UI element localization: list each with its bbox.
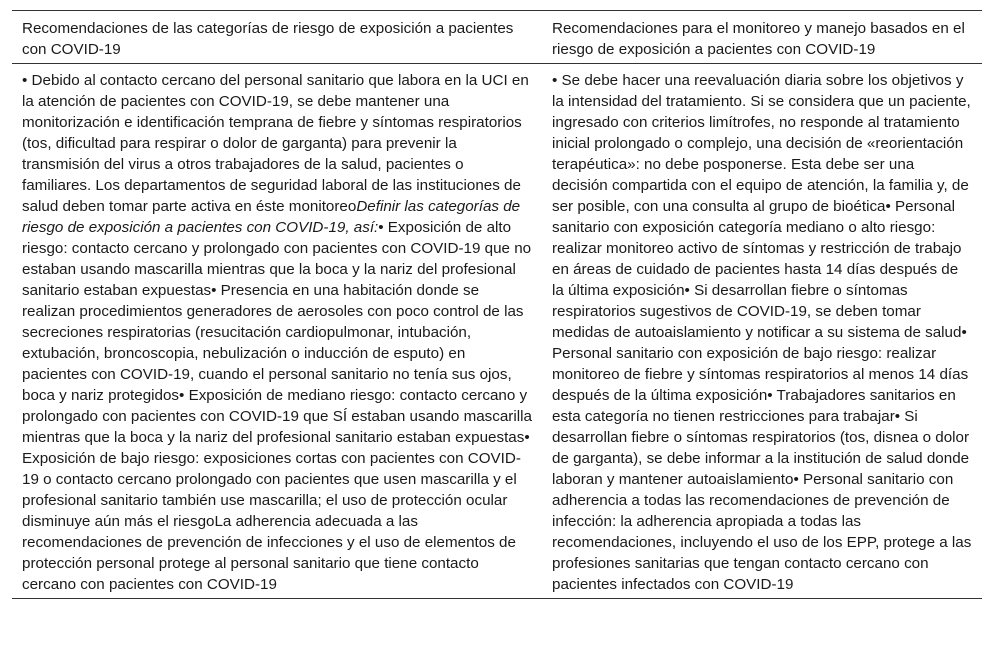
header-monitoring-management: Recomendaciones para el monitoreo y manejo basados en el riesgo de exposición a pacientes con COVID-19 <box>542 11 982 64</box>
risk-levels-text: • Exposición de alto riesgo: contacto cercano y prolongado con pacientes con COVID-19 que no estaban usando mascarilla mientras que la boca y la nariz del profesional sanitario estaban expuestas• Presencia en una habitación donde se realizan procedimientos generadores de aerosoles con poco control de las secreciones respiratorias (resucitación cardiopulmonar, intubación, extubación, broncoscopia, nebulización o inducción de esputo) en pacientes con COVID-19, cuando el personal sanitario no tenía sus ojos, boca y nariz protegidos• Exposición de mediano riesgo: contacto cercano y prolongado con pacientes con COVID-19 que SÍ estaban usando mascarilla mientras que la boca y la nariz del profesional sanitario estaban expuestas• Exposición de bajo riesgo: exposiciones cortas con pacientes con COVID-19 o contacto cercano prolongado con pacientes que usen mascarilla y el profesional sanitario también use mascarilla; el uso de protección ocular disminuye aún más el riesgoLa adherencia adecuada a las recomendaciones de prevención de infecciones y el uso de elementos de protección personal protege al personal sanitario que tiene contacto cercano con pacientes con COVID-19 <box>22 219 532 593</box>
recommendations-table-container <box>12 10 982 599</box>
cell-risk-categories <box>12 64 542 599</box>
risk-intro-text: • Debido al contacto cercano del personal sanitario que labora en la UCI en la atención de pacientes con COVID-19, se debe mantener una monitorización e identificación temprana de fiebre y síntomas respiratorios (tos, dificultad para respirar o dolor de garganta) para prevenir la transmisión del virus a otros trabajadores de la salud, pacientes o familiares. Los departamentos de seguridad laboral de las instituciones de salud deben tomar parte activa en éste monitoreo <box>22 72 529 215</box>
risk-definition-italic: Definir las categorías de riesgo de exposición a pacientes con COVID-19, así: <box>22 198 521 236</box>
header-row <box>12 11 982 64</box>
cell-monitoring-management <box>542 64 982 599</box>
monitoring-management-text: • Se debe hacer una reevaluación diaria sobre los objetivos y la intensidad del tratamiento. Si se considera que un paciente, ingresado con criterios limítrofes, no responde al tratamiento inicial prolongado o complejo, una decisión de «reorientación terapéutica»: no debe posponerse. Esta debe ser una decisión compartida con el equipo de atención, la familia y, de ser posible, con una consulta al grupo de bioética• Personal sanitario con exposición categoría mediano o alto riesgo: realizar monitoreo activo de síntomas y restricción de trabajo en áreas de cuidado de pacientes hasta 14 días después de la última exposición• Si desarrollan fiebre o síntomas respiratorios sugestivos de COVID-19, se deben tomar medidas de autoaislamiento y notificar a su sistema de salud• Personal sanitario con exposición de bajo riesgo: realizar monitoreo de fiebre y síntomas respiratorios al menos 14 días después de la última exposición• Trabajadores sanitarios en esta categoría no tienen restricciones para trabajar• Si desarrollan fiebre o síntomas respiratorios (tos, disnea o dolor de garganta), se debe informar a la institución de salud donde laboran y mantener autoaislamiento• Personal sanitario con adherencia a todas las recomendaciones de prevención de infección: la adherencia apropiada a todas las recomendaciones, incluyendo el uso de los EPP, protege a las profesiones sanitarias que tengan contacto cercano con pacientes infectados con COVID-19 <box>552 72 972 593</box>
table-row <box>12 64 982 599</box>
risk-categories-text <box>22 70 532 595</box>
header-risk-categories: Recomendaciones de las categorías de riesgo de exposición a pacientes con COVID-19 <box>12 11 542 64</box>
table-header <box>12 11 982 64</box>
recommendations-table <box>12 10 982 599</box>
table-body <box>12 64 982 599</box>
